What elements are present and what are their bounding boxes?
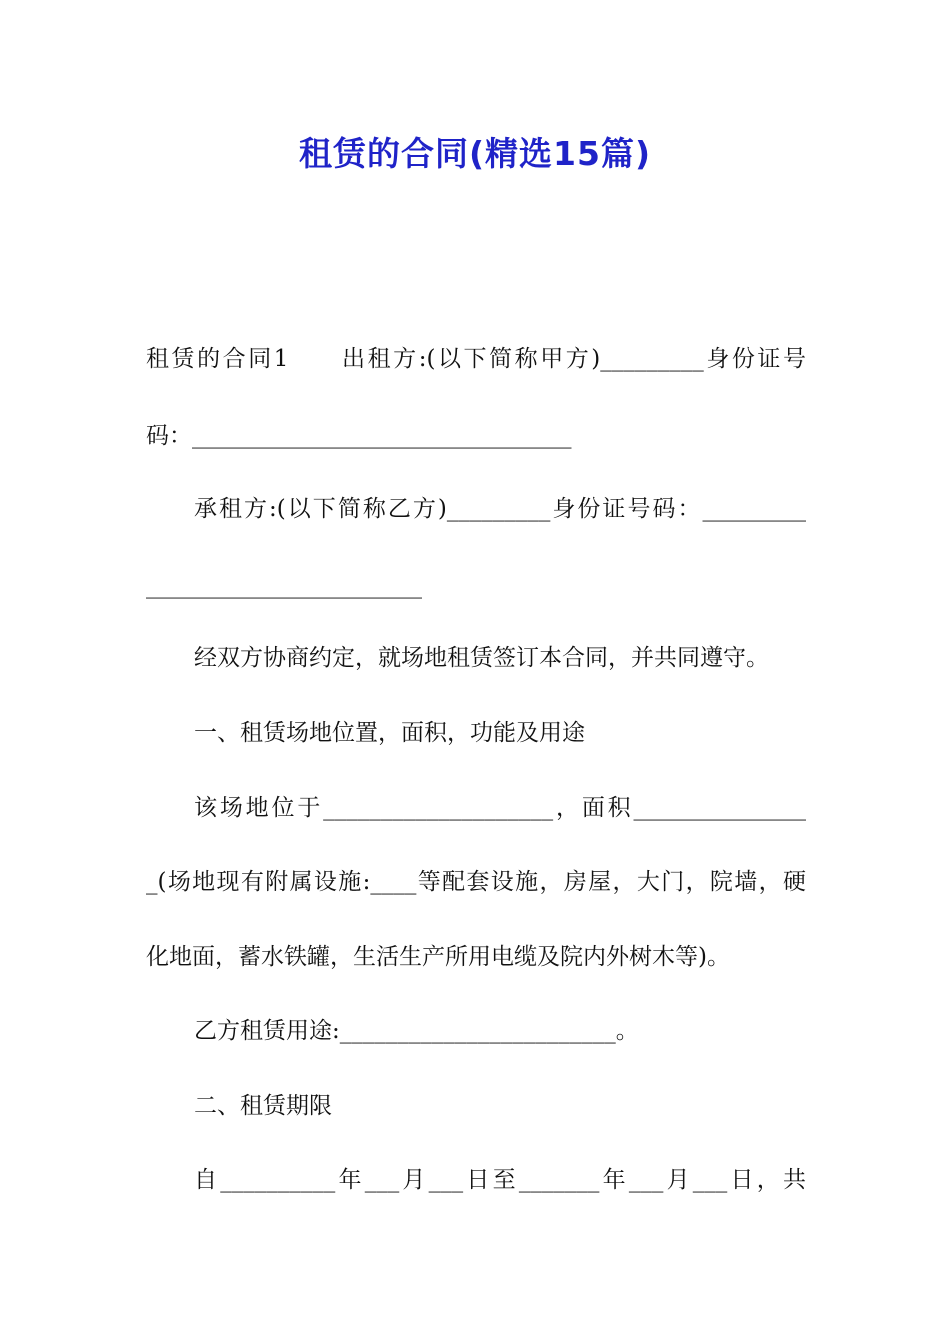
section-heading-1: 一、租赁场地位置，面积，功能及用途 bbox=[194, 720, 585, 746]
paragraph-line-5: 经双方协商约定，就场地租赁签订本合同，并共同遵守。 bbox=[194, 645, 769, 671]
section-heading-2: 二、租赁期限 bbox=[194, 1093, 332, 1119]
paragraph-line-3: 承租方:(以下简称乙方)_________身份证号码：_________ bbox=[194, 496, 806, 522]
paragraph-line-12: 自__________年___月___日至_______年___月___日，共 bbox=[194, 1167, 806, 1193]
paragraph-line-10: 乙方租赁用途:________________________。 bbox=[194, 1018, 639, 1044]
paragraph-line-4: ________________________ bbox=[146, 573, 422, 599]
paragraph-line-2: 码：_________________________________ bbox=[146, 423, 572, 449]
document-title: 租赁的合同(精选15篇) bbox=[298, 134, 652, 173]
paragraph-line-1: 租赁的合同1 出租方:(以下简称甲方)_________身份证号 bbox=[146, 346, 806, 372]
paragraph-line-8: _(场地现有附属设施:____等配套设施，房屋，大门，院墙，硬 bbox=[146, 869, 806, 895]
paragraph-line-9: 化地面，蓄水铁罐，生活生产所用电缆及院内外树木等)。 bbox=[146, 944, 730, 970]
paragraph-line-7: 该场地位于____________________，面积_______________ bbox=[194, 795, 806, 821]
